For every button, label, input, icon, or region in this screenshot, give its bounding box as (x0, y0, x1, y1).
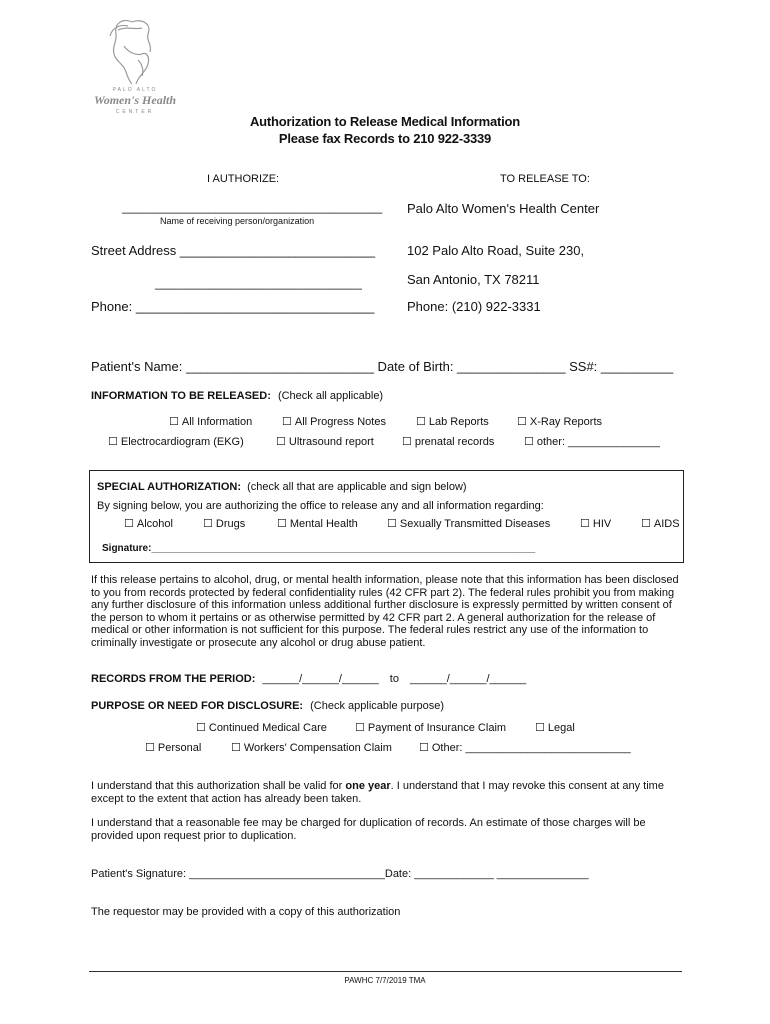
checkbox-lab-reports[interactable]: ☐ Lab Reports (416, 415, 489, 428)
purpose-heading: PURPOSE OR NEED FOR DISCLOSURE: (91, 700, 304, 712)
phone-field[interactable]: Phone: _________________________________ (91, 299, 375, 314)
special-auth-signature-field[interactable]: Signature:_____________________________________________________________________ (102, 543, 536, 554)
footer-code: PAWHC 7/7/2019 TMA (344, 976, 426, 985)
release-to-name: Palo Alto Women's Health Center (407, 201, 600, 216)
checkbox-purpose-other[interactable]: ☐ Other: ___________________________ (419, 741, 631, 754)
validity-statement (91, 780, 681, 805)
release-to-label: TO RELEASE TO: (500, 173, 590, 185)
info-release-header (91, 390, 383, 402)
validity-duration: one year (345, 780, 391, 792)
checkbox-alcohol[interactable]: ☐ Alcohol (124, 517, 173, 530)
authorize-label: I AUTHORIZE: (207, 173, 280, 185)
period-from-field[interactable]: ______/______/______ (262, 673, 379, 685)
special-auth-header (97, 481, 467, 493)
release-to-phone: Phone: (210) 922-3331 (407, 299, 541, 314)
logo-main-text: Women's Health (93, 93, 177, 107)
checkbox-personal[interactable]: ☐ Personal (145, 741, 201, 754)
patient-info-field[interactable]: Patient's Name: __________________________ Date of Birth: _______________ SS#: __________ (91, 359, 674, 374)
receiving-name-field[interactable]: _______________________________________ (122, 200, 383, 214)
purpose-header (91, 700, 444, 712)
footer-divider (89, 971, 682, 972)
release-to-city: San Antonio, TX 78211 (407, 272, 540, 287)
fax-instruction: Please fax Records to 210 922-3339 (278, 131, 492, 146)
checkbox-continued-care[interactable]: ☐ Continued Medical Care (196, 721, 327, 734)
street-address-field[interactable]: Street Address ___________________________ (91, 243, 376, 258)
checkbox-other[interactable]: ☐ other: _______________ (524, 435, 660, 448)
special-auth-hint: (check all that are applicable and sign below) (247, 481, 467, 493)
checkbox-legal[interactable]: ☐ Legal (535, 721, 575, 734)
checkbox-aids[interactable]: ☐ AIDS (641, 517, 680, 530)
special-auth-intro: By signing below, you are authorizing the office to release any and all information regarding: (97, 500, 544, 512)
clinic-logo (80, 16, 190, 116)
checkbox-std[interactable]: ☐ Sexually Transmitted Diseases (387, 517, 550, 530)
validity-text-after: . I understand that I may revoke this consent at any time except to the extent that action has already been taken. (91, 780, 664, 805)
document-title: Authorization to Release Medical Information (249, 114, 520, 129)
info-release-hint: (Check all applicable) (277, 390, 384, 402)
checkbox-drugs[interactable]: ☐ Drugs (203, 517, 245, 530)
disclosure-paragraph: If this release pertains to alcohol, drug, or mental health information, please note that this information has been disclosed to you from records protected by federal confidentiality rules (42 CFR part 2). The federal rules prohibit you from making any further disclosure of this information unless additional further disclosure is expressly permitted by written consent of the person to whom it pertains or as otherwise permitted by 42 CFR part 2. A general authorization for the release of medical or other information is not sufficient for this purpose. The federal rules restrict any use of the information to criminally investigate or prosecute any alcohol or drug abuse patient. (91, 574, 679, 649)
logo-top-text: PALO ALTO (112, 87, 158, 93)
checkbox-ultrasound[interactable]: ☐ Ultrasound report (276, 435, 374, 448)
info-release-heading: INFORMATION TO BE RELEASED: (91, 390, 271, 402)
purpose-hint: (Check applicable purpose) (310, 700, 445, 712)
checkbox-insurance-claim[interactable]: ☐ Payment of Insurance Claim (355, 721, 506, 734)
requestor-note: The requestor may be provided with a copy of this authorization (91, 906, 401, 918)
checkbox-all-information[interactable]: ☐ All Information (169, 415, 252, 428)
period-to-word: to (389, 673, 399, 685)
receiving-name-caption: Name of receiving person/organization (160, 216, 315, 226)
checkbox-xray-reports[interactable]: ☐ X-Ray Reports (517, 415, 602, 428)
fee-statement: I understand that a reasonable fee may be charged for duplication of records. An estimate of those charges will be provided upon request prior to duplication. (91, 817, 646, 842)
patient-signature-field[interactable]: Patient's Signature: ________________________________Date: _____________ _______________ (91, 868, 589, 880)
checkbox-mental-health[interactable]: ☐ Mental Health (277, 517, 358, 530)
checkbox-all-progress-notes[interactable]: ☐ All Progress Notes (282, 415, 386, 428)
checkbox-workers-comp[interactable]: ☐ Workers' Compensation Claim (231, 741, 392, 754)
records-period-row (91, 673, 526, 685)
checkbox-prenatal-records[interactable]: ☐ prenatal records (402, 435, 494, 448)
street-address-line2-field[interactable]: _______________________________ (155, 276, 362, 290)
checkbox-hiv[interactable]: ☐ HIV (580, 517, 611, 530)
checkbox-ekg[interactable]: ☐ Electrocardiogram (EKG) (108, 435, 244, 448)
validity-text-before: I understand that this authorization shall be valid for (91, 780, 346, 792)
logo-bottom-text: CENTER (115, 109, 155, 115)
release-to-street: 102 Palo Alto Road, Suite 230, (407, 243, 585, 258)
woman-silhouette-icon (102, 16, 168, 86)
period-to-field[interactable]: ______/______/______ (410, 673, 527, 685)
special-auth-heading: SPECIAL AUTHORIZATION: (97, 481, 242, 493)
records-period-label: RECORDS FROM THE PERIOD: (91, 673, 256, 685)
